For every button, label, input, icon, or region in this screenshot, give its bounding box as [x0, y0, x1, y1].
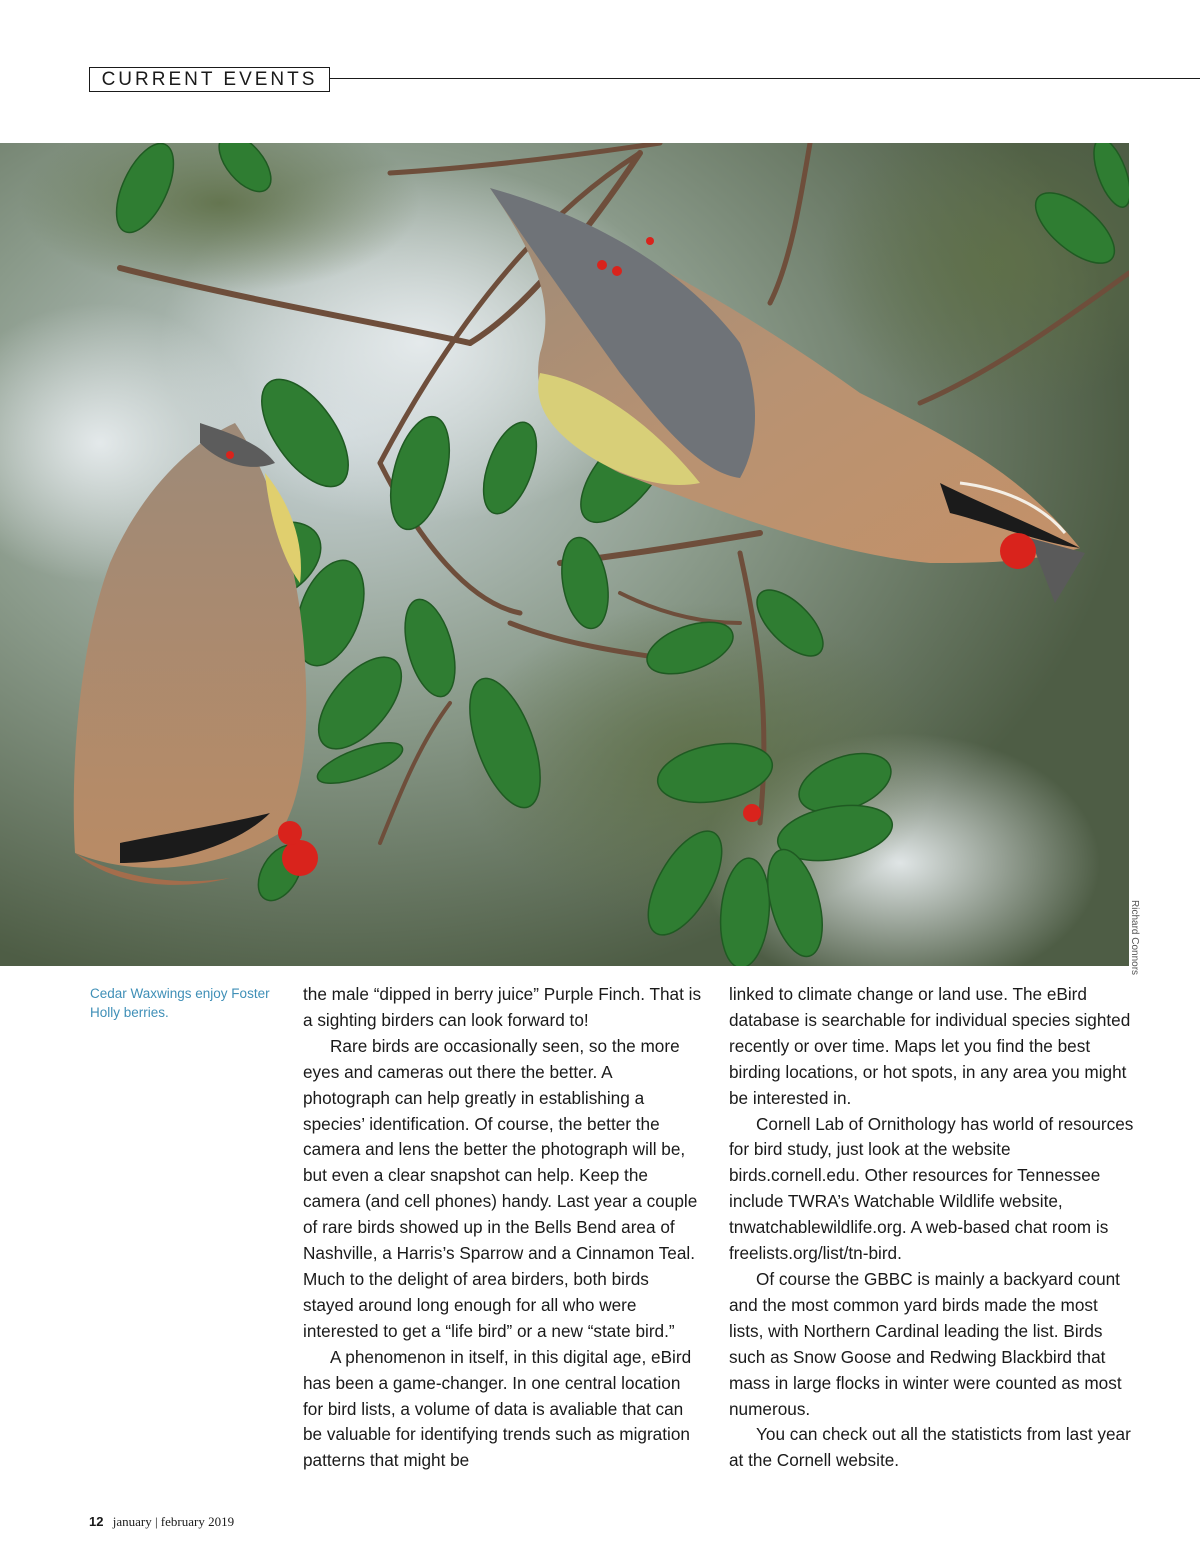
article-column-1: [303, 982, 703, 1474]
page-footer: [89, 1514, 234, 1530]
header-rule: [330, 78, 1200, 79]
page-number: 12: [89, 1514, 104, 1529]
cedar-waxwing-photo: [0, 143, 1129, 966]
paragraph: You can check out all the statisticts from last year at the Cornell website.: [729, 1424, 1131, 1471]
paragraph: the male “dipped in berry juice” Purple Finch. That is a sighting birders can look forward to!: [303, 984, 702, 1030]
paragraph: Cornell Lab of Ornithology has world of resources for bird study, just look at the website birds.cornell.edu. Other resources for Tennessee include TWRA’s Watchable Wildlife website, tnwatchablewildlife.org. A web-based chat room is freelists.org/list/tn-bird.: [729, 1113, 1134, 1264]
section-header: [89, 67, 1200, 94]
paragraph: A phenomenon in itself, in this digital age, eBird has been a game-changer. In one central location for bird lists, a volume of data is avaliable that can be valuable for identifying trends such as migration patterns that might be: [303, 1346, 692, 1471]
paragraph: linked to climate change or land use. The eBird database is searchable for individual species sighted recently or over time. Maps let you find the best birding locations, or hot spots, in any area you might be interested in.: [729, 984, 1131, 1108]
photo-caption: Cedar Waxwings enjoy Foster Holly berries.: [90, 986, 270, 1020]
photo-credit: Richard Connors: [1129, 900, 1140, 976]
section-label: CURRENT EVENTS: [89, 67, 330, 92]
article-column-2: [729, 982, 1134, 1474]
paragraph: Of course the GBBC is mainly a backyard count and the most common yard birds made the most lists, with Northern Cardinal leading the list. Birds such as Snow Goose and Redwing Blackbird that mass in large flocks in winter were counted as most numerous.: [729, 1268, 1122, 1419]
issue-date: january | february 2019: [112, 1514, 235, 1529]
paragraph: Rare birds are occasionally seen, so the more eyes and cameras out there the better. A photograph can help greatly in establishing a species’ identification. Of course, the better the camera and lens the better the photograph will be, but even a clear snapshot can help. Keep the camera (and cell phones) handy. Last year a couple of rare birds showed up in the Bells Bend area of Nashville, a Harris’s Sparrow and a Cinnamon Teal. Much to the delight of area birders, both birds stayed around long enough for all who were interested to get a “life bird” or a new “state bird.”: [303, 1035, 698, 1341]
